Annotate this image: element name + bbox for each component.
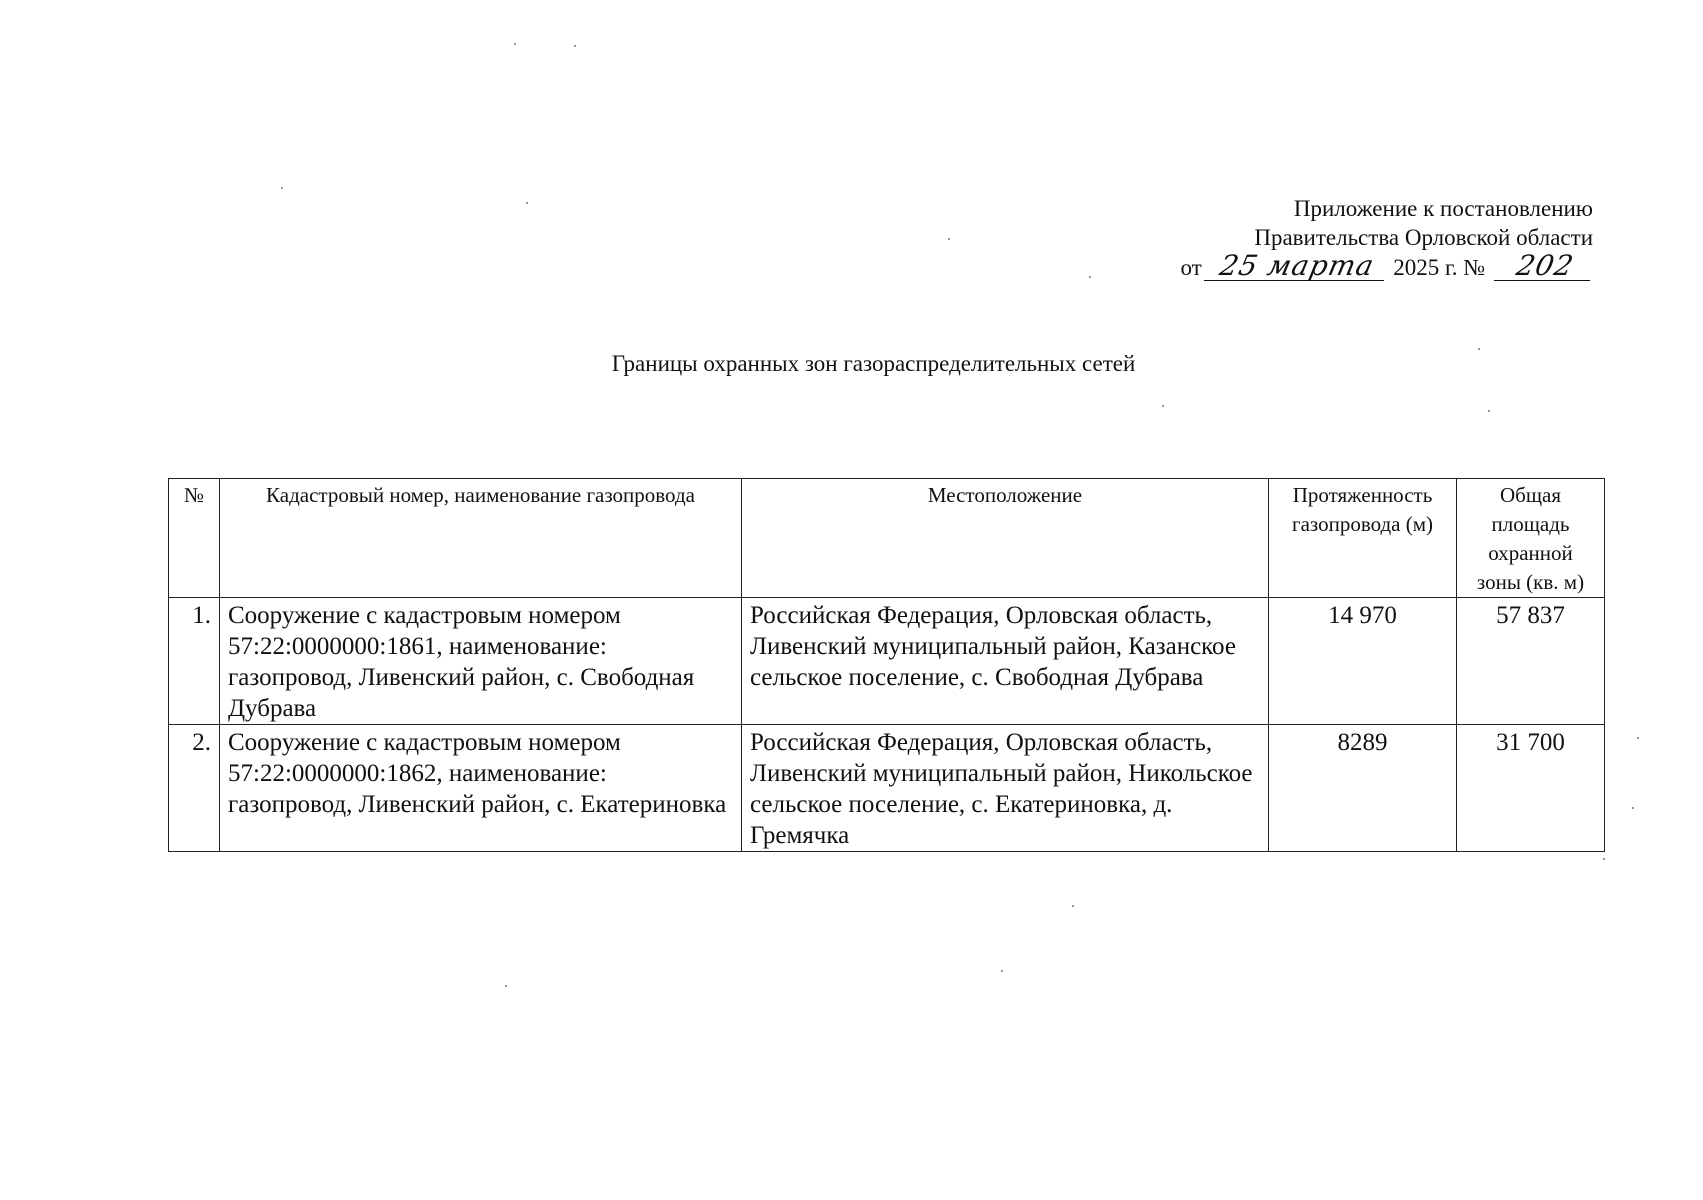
- scan-speck: [1488, 410, 1490, 412]
- scan-speck: [1478, 348, 1480, 350]
- header-location: Местоположение: [742, 479, 1269, 598]
- scan-speck: [948, 238, 950, 240]
- scan-speck: [574, 45, 576, 47]
- from-prefix: от: [1180, 255, 1202, 280]
- header-area: Общая площадь охранной зоны (кв. м): [1457, 479, 1605, 598]
- appendix-date-line: [1180, 249, 1593, 282]
- scan-speck: [281, 187, 283, 189]
- row-cadastral-name: Сооружение с кадастровым номером 57:22:0000000:1862, наименование: газопровод, Ливенский район, с. Екатериновка: [220, 725, 742, 852]
- table-row: [169, 598, 1605, 725]
- scan-speck: [514, 43, 516, 45]
- row-location: Российская Федерация, Орловская область, Ливенский муниципальный район, Казанское сельское поселение, с. Свободная Дубрава: [742, 598, 1269, 725]
- scan-speck: [1632, 807, 1634, 809]
- row-location: Российская Федерация, Орловская область, Ливенский муниципальный район, Никольское сельское поселение, с. Екатериновка, д. Гремячка: [742, 725, 1269, 852]
- table-row: [169, 725, 1605, 852]
- handwritten-date: 25 марта: [1204, 252, 1390, 281]
- scan-speck: [526, 202, 528, 204]
- row-area: 31 700: [1457, 725, 1605, 852]
- header-length: Протяженность газопровода (м): [1269, 479, 1457, 598]
- row-number: 2.: [169, 725, 220, 852]
- row-cadastral-name: Сооружение с кадастровым номером 57:22:0000000:1861, наименование: газопровод, Ливенский район, с. Свободная Дубрава: [220, 598, 742, 725]
- appendix-line-2: Правительства Орловской области: [1254, 225, 1593, 250]
- scan-speck: [1162, 405, 1164, 407]
- scan-speck: [1637, 737, 1639, 739]
- row-area: 57 837: [1457, 598, 1605, 725]
- year-number-label: 2025 г. №: [1393, 255, 1486, 280]
- appendix-block: [1180, 194, 1593, 282]
- scan-speck: [505, 985, 507, 987]
- row-number: 1.: [169, 598, 220, 725]
- scan-speck: [1603, 858, 1605, 860]
- table-header-row: [169, 479, 1605, 598]
- scan-speck: [1001, 970, 1003, 972]
- header-cadastral-name: Кадастровый номер, наименование газопровода: [220, 479, 742, 598]
- appendix-line-1: Приложение к постановлению: [1293, 196, 1593, 221]
- zones-table: [168, 478, 1605, 852]
- document-title: Границы охранных зон газораспределительных сетей: [611, 351, 1136, 376]
- scan-speck: [1089, 276, 1091, 278]
- row-length: 14 970: [1269, 598, 1457, 725]
- header-number: №: [169, 479, 220, 598]
- row-length: 8289: [1269, 725, 1457, 852]
- handwritten-number: 202: [1494, 252, 1596, 281]
- scan-speck: [1072, 905, 1074, 907]
